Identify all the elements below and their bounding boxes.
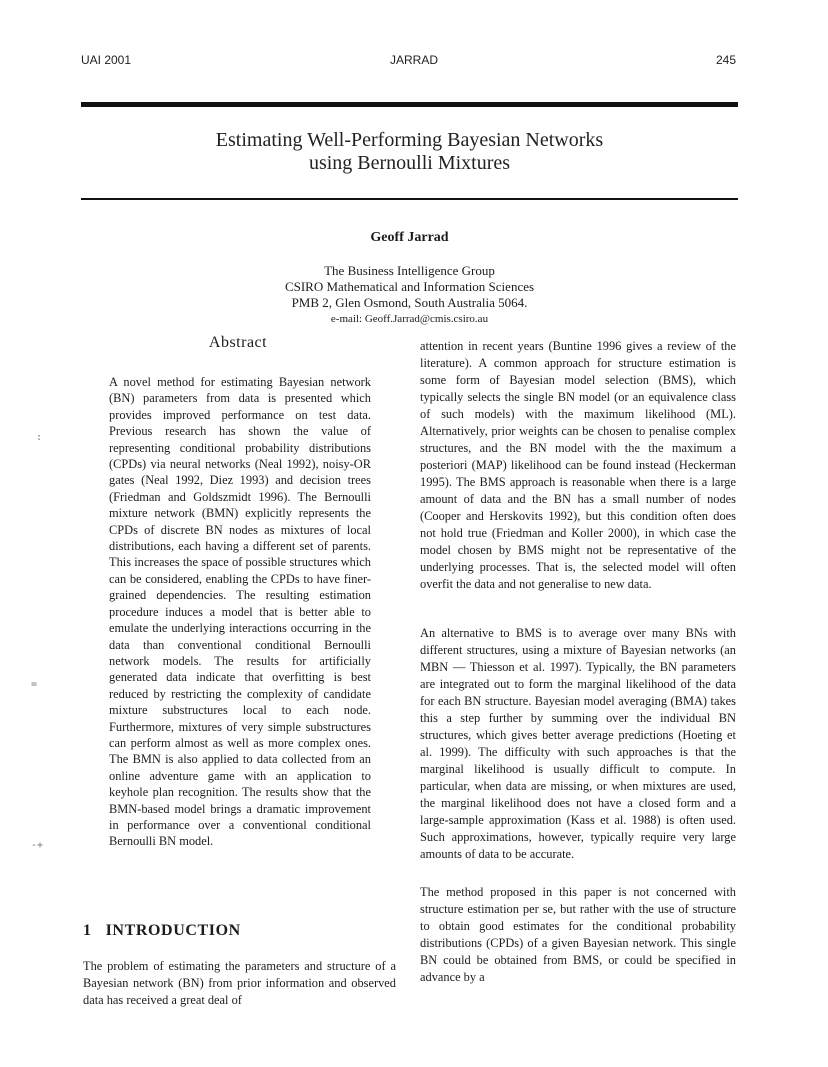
affiliation-line1: The Business Intelligence Group — [324, 263, 495, 278]
section-heading — [83, 922, 241, 940]
abstract-body — [109, 374, 371, 850]
abstract-text: A novel method for estimating Bayesian network (BN) parameters from data is presented which provides improved performance on test data. Previous research has shown the value of representing conditional probability distributions (CPDs) via neural networks (Neal 1992), noisy-OR gates (Neal 1992, Diez 1993) and decision trees (Friedman and Goldszmidt 1996). The Bernoulli mixture network (BMN) explicitly represents the CPDs of discrete BN nodes as mixtures of local distributions, each having a different set of parents. This increases the space of possible structures which can be considered, enabling the CPDs to have finer-grained dependencies. The resulting estimation procedure induces a model that is better able to emulate the underlying interactions occurring in the data than conventional conditional Bernoulli network models. The results for artificially generated data indicate that overfitting is best reduced by restricting the complexity of candidate mixture substructures local to each node. Furthermore, mixtures of very simple substructures can perform almost as well as more complex ones. The BMN is also applied to data collected from an online adventure game with an application to keyhole plan recognition. The results show that the BMN-based model brings a dramatic improvement in performance over a conventional conditional Bernoulli BN model. — [109, 375, 371, 849]
margin-mark-3: -+ — [31, 840, 44, 851]
affiliation-line2: CSIRO Mathematical and Information Sciences — [284, 279, 535, 294]
intro-paragraph — [83, 958, 396, 1009]
right-column-para-2 — [420, 625, 736, 863]
section-number: 1 — [83, 922, 92, 939]
affiliation-line3: PMB 2, Glen Osmond, South Australia 5064. — [291, 295, 528, 310]
margin-mark-1: : — [36, 432, 43, 443]
author-name: Geoff Jarrad — [370, 230, 449, 245]
abstract-heading: Abstract — [208, 334, 268, 351]
paper-title — [81, 129, 738, 175]
right-column-text-1: attention in recent years (Buntine 1996 gives a review of the literature). A common approach for structure estimation is some form of Bayesian model selection (BMS), which typically selects the single BN model (or an equivalence class of such models) with the maximum likelihood (ML). Alternatively, prior weights can be chosen to penalise complex structures, and the BN model with the the maximum a posteriori (MAP) likelihood can be found instead (Heckerman 1995). The BMS approach is reasonable when there is a large amount of data and the BN has a small number of nodes (Cooper and Herskovits 1992), but this condition often does not hold true (Friedman and Koller 2000), in which case the model chosen by BMS might not be representative of the underlying processes. That is, the selected model will often overfit the data and not generalise to new data. — [420, 339, 736, 591]
title-rule-bottom — [81, 198, 738, 200]
right-column-text-3: The method proposed in this paper is not concerned with structure estimation per se, but rather with the use of structure to obtain good estimates for the conditional probability distributions (CPDs) of a given Bayesian network. This single BN could be obtained from BMS, or could be specified in advance by a — [420, 885, 736, 984]
section-title: INTRODUCTION — [105, 922, 241, 939]
paper-title-line2: using Bernoulli Mixtures — [308, 152, 511, 174]
right-column-text-2: An alternative to BMS is to average over many BNs with different structures, using a mixture of Bayesian networks (an MBN — Thiesson et al. 1997). Typically, the BN parameters are integrated out to form the marginal likelihood of the data for each BN structure. Bayesian model averaging (BMA) takes this a step further by summing over the individual BN structures, which gives better average predictions (Hoeting et al. 1999). The difficulty with such approaches is that the marginal likelihood is usually difficult to compute. In particular, when data are missing, or when mixtures are used, the marginal likelihood does not have a closed form and a large-sample approximation (Kass et al. 1988) is often used. Such approximations, however, typically require very large amounts of data to be accurate. — [420, 626, 736, 861]
affiliation — [81, 263, 738, 327]
right-column-para-1 — [420, 338, 736, 593]
author-email: e-mail: Geoff.Jarrad@cmis.csiro.au — [330, 313, 489, 325]
title-rule-top — [81, 102, 738, 107]
paper-title-line1: Estimating Well-Performing Bayesian Networks — [215, 129, 604, 151]
right-column-para-3 — [420, 884, 736, 986]
running-header-center: JARRAD — [389, 53, 438, 67]
intro-text: The problem of estimating the parameters and structure of a Bayesian network (BN) from prior information and observed data has received a great deal of — [83, 959, 396, 1007]
margin-mark-2: = — [31, 679, 38, 690]
running-header-left: UAI 2001 — [81, 53, 132, 67]
page-number: 245 — [716, 53, 737, 67]
